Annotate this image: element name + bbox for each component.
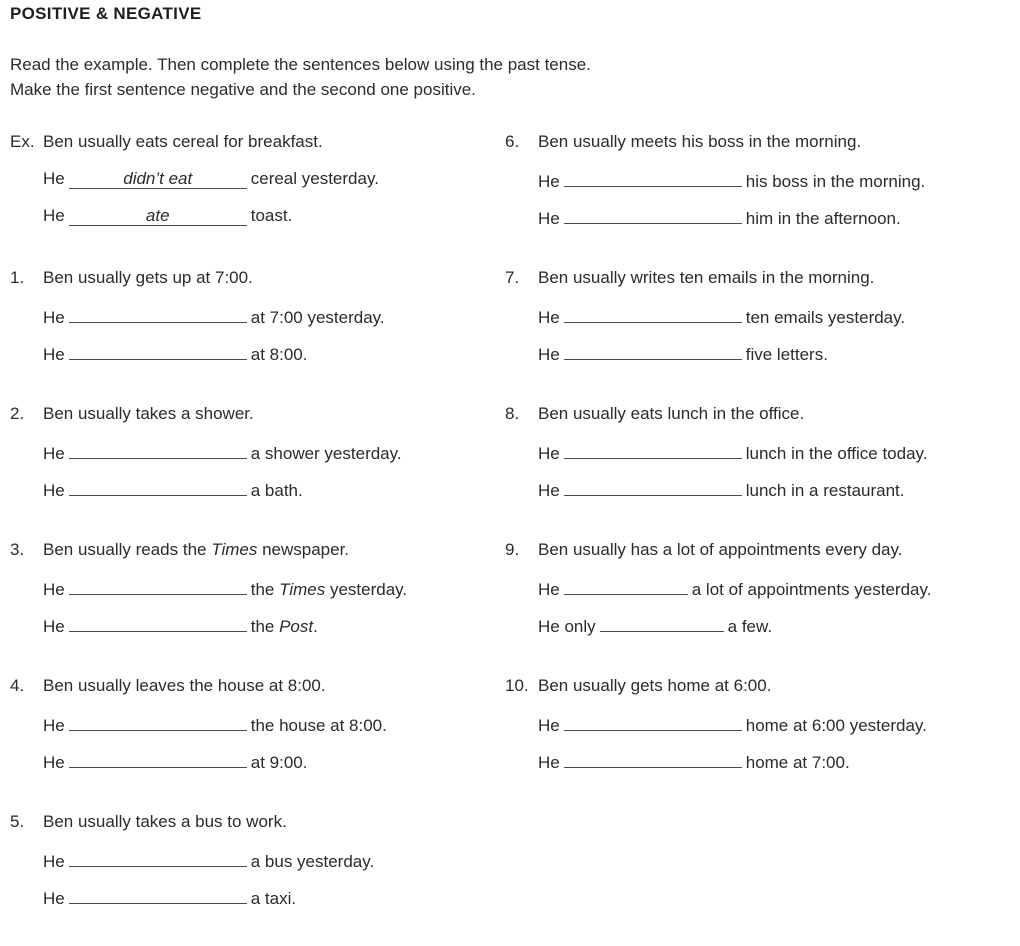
prompt: Ben usually meets his boss in the morning. xyxy=(538,132,862,151)
answer-line: He lunch in a restaurant. xyxy=(538,476,1005,500)
answer-line: He the Post. xyxy=(43,612,500,636)
item-number: Ex. xyxy=(10,132,35,151)
exercise-8 xyxy=(505,402,1005,538)
instructions: Read the example. Then complete the sentences below using the past tense. Make the first sentence negative and the second one positive. xyxy=(10,55,591,99)
prompt: Ben usually has a lot of appointments every day. xyxy=(538,540,903,559)
answer-line: He a lot of appointments yesterday. xyxy=(538,575,1005,599)
answer-line: He five letters. xyxy=(538,340,1005,364)
answer-line: He at 8:00. xyxy=(43,340,500,364)
answer-blank[interactable] xyxy=(564,204,742,224)
exercise-example xyxy=(10,130,500,266)
answer-line: He a taxi. xyxy=(43,884,500,908)
answer-blank[interactable] xyxy=(564,167,742,187)
answer-line: He didn’t eat cereal yesterday. xyxy=(43,169,379,188)
answer-line: He home at 7:00. xyxy=(538,748,1005,772)
item-number: 10. xyxy=(505,676,529,695)
filled-blank: ate xyxy=(69,206,247,226)
answer-blank[interactable] xyxy=(69,575,247,595)
answer-line: He a bath. xyxy=(43,476,500,500)
item-number: 4. xyxy=(10,676,25,695)
exercise-6 xyxy=(505,130,1005,266)
prompt: Ben usually gets home at 6:00. xyxy=(538,676,772,695)
answer-line: He only a few. xyxy=(538,612,1005,636)
answer-blank[interactable] xyxy=(564,711,742,731)
answer-blank[interactable] xyxy=(69,612,247,632)
prompt: Ben usually gets up at 7:00. xyxy=(43,268,253,287)
prompt: Ben usually writes ten emails in the morning. xyxy=(538,268,875,287)
item-number: 8. xyxy=(505,404,520,423)
answer-blank[interactable] xyxy=(564,748,742,768)
exercise-7 xyxy=(505,266,1005,402)
right-column xyxy=(505,130,1005,810)
item-number: 7. xyxy=(505,268,520,287)
exercise-2 xyxy=(10,402,500,538)
answer-blank[interactable] xyxy=(69,439,247,459)
exercise-9 xyxy=(505,538,1005,674)
answer-line: He his boss in the morning. xyxy=(538,167,1005,191)
answer-blank[interactable] xyxy=(69,476,247,496)
answer-line: He lunch in the office today. xyxy=(538,439,1005,463)
answer-blank[interactable] xyxy=(564,340,742,360)
answer-line: He the house at 8:00. xyxy=(43,711,500,735)
answer-blank[interactable] xyxy=(564,575,688,595)
answer-line: He ate toast. xyxy=(43,206,293,225)
answer-line: He at 7:00 yesterday. xyxy=(43,303,500,327)
exercise-4 xyxy=(10,674,500,810)
answer-blank[interactable] xyxy=(564,303,742,323)
answer-line: He ten emails yesterday. xyxy=(538,303,1005,327)
item-number: 6. xyxy=(505,132,520,151)
exercise-5 xyxy=(10,810,500,946)
answer-blank[interactable] xyxy=(564,476,742,496)
item-number: 3. xyxy=(10,540,25,559)
answer-blank[interactable] xyxy=(564,439,742,459)
answer-line: He a shower yesterday. xyxy=(43,439,500,463)
item-number: 1. xyxy=(10,268,25,287)
answer-blank[interactable] xyxy=(69,748,247,768)
item-number: 5. xyxy=(10,812,25,831)
exercise-10 xyxy=(505,674,1005,810)
answer-line: He a bus yesterday. xyxy=(43,847,500,871)
answer-line: He him in the afternoon. xyxy=(538,204,1005,228)
answer-line: He at 9:00. xyxy=(43,748,500,772)
worksheet-title: POSITIVE & NEGATIVE xyxy=(10,4,202,23)
prompt: Ben usually eats lunch in the office. xyxy=(538,404,805,423)
answer-blank[interactable] xyxy=(69,711,247,731)
left-column xyxy=(10,130,500,946)
answer-blank[interactable] xyxy=(600,612,724,632)
prompt: Ben usually takes a bus to work. xyxy=(43,812,287,831)
answer-blank[interactable] xyxy=(69,303,247,323)
prompt: Ben usually leaves the house at 8:00. xyxy=(43,676,326,695)
exercise-1 xyxy=(10,266,500,402)
answer-blank[interactable] xyxy=(69,884,247,904)
filled-blank: didn’t eat xyxy=(69,169,247,189)
item-number: 9. xyxy=(505,540,520,559)
prompt: Ben usually eats cereal for breakfast. xyxy=(43,132,323,151)
answer-blank[interactable] xyxy=(69,847,247,867)
item-number: 2. xyxy=(10,404,25,423)
answer-line: He the Times yesterday. xyxy=(43,575,500,599)
prompt: Ben usually takes a shower. xyxy=(43,404,254,423)
exercise-3: 3. Ben usually reads the Times newspaper. He the Times yesterday. He the Post. xyxy=(10,538,500,674)
answer-line: He home at 6:00 yesterday. xyxy=(538,711,1005,735)
answer-blank[interactable] xyxy=(69,340,247,360)
